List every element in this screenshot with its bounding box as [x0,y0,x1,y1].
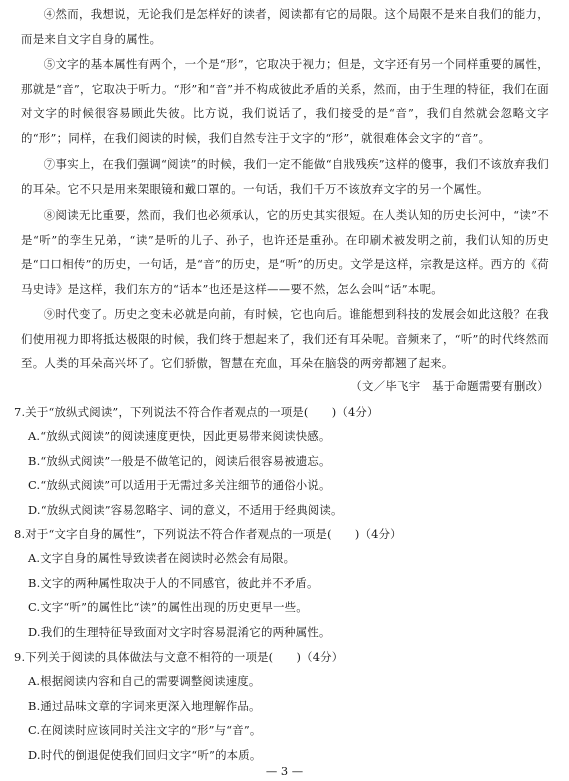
passage-paragraph-8: ⑧阅读无比重要，然而，我们也必须承认，它的历史其实很短。在人类认知的历史长河中，“读”不是“听”的孪生兄弟，“读”是听的儿子、孙子，也许还是重孙。在印刷术被发明之前，我们认知的历史是“口口相传”的历史，一句话，是“音”的历史，是“听”的历史。文学是这样，宗教是这样。西方的《荷马史诗》是这样，我们东方的“话本”也还是这样——要不然，怎么会叫“话”本呢。 [21,208,549,296]
option-a: A.文字自身的属性导致读者在阅读时必然会有局限。 [28,551,296,565]
question-9 [14,645,554,767]
option-c: C.“放纵式阅读”可以适用于无需过多关注细节的通俗小说。 [28,478,331,492]
page-number: — 3 — [265,764,304,778]
option-d: D.“放纵式阅读”容易忽略字、词的意义，不适用于经典阅读。 [28,502,343,517]
option-c: C.在阅读时应该同时关注文字的“形”与“音”。 [28,723,262,737]
passage-paragraph-5: ⑤文字的基本属性有两个，一个是“形”，它取决于视力；但是，文字还有另一个同样重要的属性，那就是“音”，它取决于听力。“形”和“音”并不构成彼此矛盾的关系，然而，由于生理的特征，我们在面对文字的时候很容易顾此失彼。比方说，我们说话了，我们接受的是“音”，我们自然就会忽略文字的“形”；同样，在我们阅读的时候，我们自然专注于文字的“形”，就很难体会文字的“音”。 [21,57,549,145]
passage-paragraph-7: ⑦事实上，在我们强调“阅读”的时候，我们一定不能做“自戕残疾”这样的傻事，我们不该放弃我们的耳朵。它不只是用来架眼镜和戴口罩的。一句话，我们千万不该放弃文字的另一个属性。 [21,157,549,196]
question-stem: 7.关于“放纵式阅读”，下列说法不符合作者观点的一项是( )（4分） [14,405,379,419]
option-b: B.通过品味文章的字词来更深入地理解作品。 [28,698,261,713]
option-a: A.根据阅读内容和自己的需要调整阅读速度。 [28,674,261,688]
option-b: B.“放纵式阅读”一般是不做笔记的，阅读后很容易被遗忘。 [28,453,331,468]
option-b: B.文字的两种属性取决于人的不同感官，彼此并不矛盾。 [28,575,319,590]
question-stem: 9.下列关于阅读的具体做法与文意不相符的一项是( )（4分） [14,650,344,664]
option-c: C.文字“听”的属性比“读”的属性出现的历史更早一些。 [28,600,308,614]
question-7 [14,400,554,522]
passage-paragraph-4: ④然而，我想说，无论我们是怎样好的读者，阅读都有它的局限。这个局限不是来自我们的能力，而是来自文字自身的属性。 [21,7,549,46]
question-8 [14,522,554,644]
passage-paragraph-9: ⑨时代变了。历史之变未必就是向前，有时候，它也向后。谁能想到科技的发展会如此这般？在我们使用视力即将抵达极限的时候，我们终于想起来了，我们还有耳朵呢。音频来了，“听”的时代终然而至。人类的耳朵高兴坏了。它们骄傲，智慧在充血，耳朵在脑袋的两旁都翘了起来。 [21,307,549,371]
option-a: A.“放纵式阅读”的阅读速度更快，因此更易带来阅读快感。 [28,429,331,443]
passage-source: （文／毕飞宇 基于命题需要有删改） [350,379,549,393]
option-d: D.我们的生理特征导致面对文字时容易混淆它的两种属性。 [28,624,331,639]
option-d: D.时代的倒退促使我们回归文字“听”的本质。 [28,747,262,762]
question-stem: 8.对于“文字自身的属性”，下列说法不符合作者观点的一项是( )（4分） [14,527,402,541]
